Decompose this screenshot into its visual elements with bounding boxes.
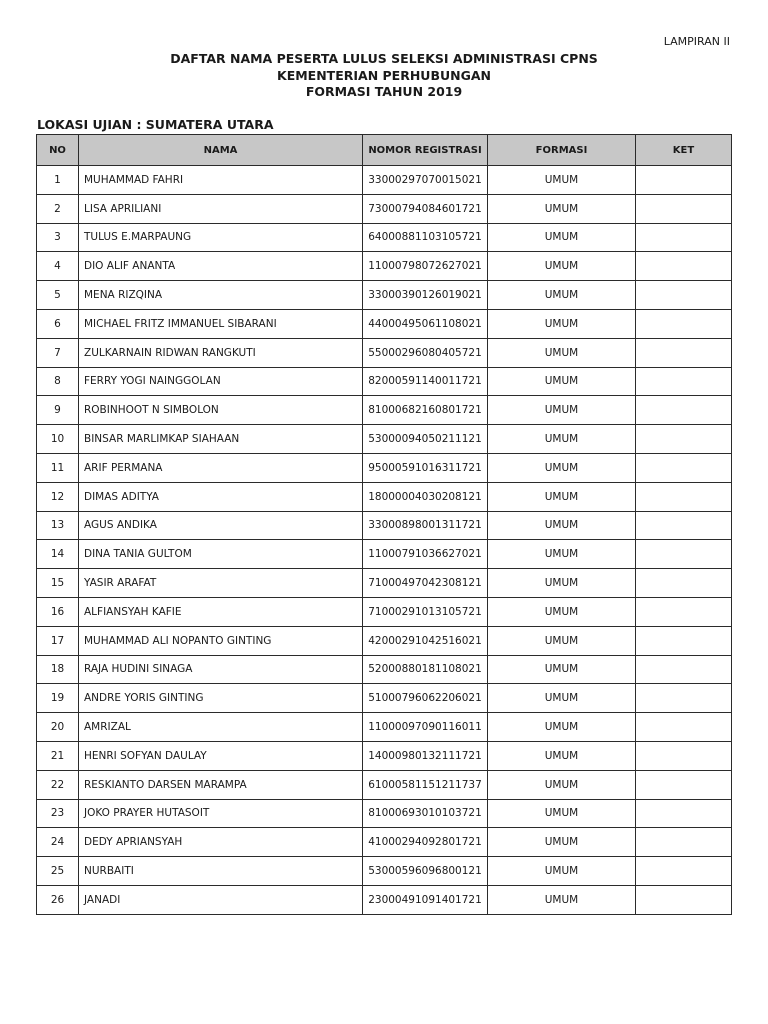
cell-no: 23 [37, 799, 79, 828]
table-row [37, 166, 732, 195]
table-row [37, 569, 732, 598]
cell-nomor-registrasi: 73000794084601721 [363, 194, 488, 223]
cell-formasi: UMUM [488, 684, 636, 713]
table-row [37, 684, 732, 713]
cell-formasi: UMUM [488, 655, 636, 684]
table-row [37, 655, 732, 684]
cell-formasi: UMUM [488, 223, 636, 252]
cell-ket [636, 741, 732, 770]
cell-nama: MUHAMMAD FAHRI [79, 166, 363, 195]
cell-nomor-registrasi: 11000791036627021 [363, 540, 488, 569]
cell-ket [636, 453, 732, 482]
table-row [37, 828, 732, 857]
cell-formasi: UMUM [488, 770, 636, 799]
cell-formasi: UMUM [488, 626, 636, 655]
cell-formasi: UMUM [488, 540, 636, 569]
cell-no: 3 [37, 223, 79, 252]
table-header-row [37, 135, 732, 166]
table-row [37, 540, 732, 569]
cell-no: 10 [37, 425, 79, 454]
cell-nama: AGUS ANDIKA [79, 511, 363, 540]
cell-nama: FERRY YOGI NAINGGOLAN [79, 367, 363, 396]
cell-ket [636, 655, 732, 684]
cell-no: 20 [37, 713, 79, 742]
cell-nama: YASIR ARAFAT [79, 569, 363, 598]
cell-nama: AMRIZAL [79, 713, 363, 742]
cell-formasi: UMUM [488, 281, 636, 310]
cell-formasi: UMUM [488, 597, 636, 626]
cell-ket [636, 338, 732, 367]
cell-no: 13 [37, 511, 79, 540]
cell-nama: ZULKARNAIN RIDWAN RANGKUTI [79, 338, 363, 367]
cell-formasi: UMUM [488, 166, 636, 195]
cell-nomor-registrasi: 18000004030208121 [363, 482, 488, 511]
document-title [0, 51, 768, 101]
cell-nomor-registrasi: 53000596096800121 [363, 857, 488, 886]
cell-ket [636, 425, 732, 454]
cell-ket [636, 799, 732, 828]
cell-nama: MENA RIZQINA [79, 281, 363, 310]
cell-nomor-registrasi: 23000491091401721 [363, 885, 488, 914]
cell-ket [636, 770, 732, 799]
cell-nomor-registrasi: 51000796062206021 [363, 684, 488, 713]
cell-nama: MICHAEL FRITZ IMMANUEL SIBARANI [79, 309, 363, 338]
cell-nomor-registrasi: 71000497042308121 [363, 569, 488, 598]
cell-ket [636, 713, 732, 742]
cell-nama: TULUS E.MARPAUNG [79, 223, 363, 252]
cell-no: 24 [37, 828, 79, 857]
table-row [37, 309, 732, 338]
table-row [37, 252, 732, 281]
cell-no: 9 [37, 396, 79, 425]
table-row [37, 223, 732, 252]
cell-formasi: UMUM [488, 511, 636, 540]
table-row [37, 367, 732, 396]
cell-nomor-registrasi: 14000980132111721 [363, 741, 488, 770]
cell-formasi: UMUM [488, 338, 636, 367]
table-row [37, 597, 732, 626]
cell-nomor-registrasi: 33000390126019021 [363, 281, 488, 310]
table-row [37, 482, 732, 511]
cell-nama: DEDY APRIANSYAH [79, 828, 363, 857]
cell-no: 22 [37, 770, 79, 799]
cell-nama: MUHAMMAD ALI NOPANTO GINTING [79, 626, 363, 655]
cell-formasi: UMUM [488, 799, 636, 828]
cell-nama: DIMAS ADITYA [79, 482, 363, 511]
cell-nama: RAJA HUDINI SINAGA [79, 655, 363, 684]
table-row [37, 281, 732, 310]
table-row [37, 626, 732, 655]
cell-no: 12 [37, 482, 79, 511]
cell-no: 15 [37, 569, 79, 598]
cell-ket [636, 569, 732, 598]
cell-nomor-registrasi: 42000291042516021 [363, 626, 488, 655]
cell-no: 7 [37, 338, 79, 367]
cell-formasi: UMUM [488, 857, 636, 886]
cell-ket [636, 511, 732, 540]
cell-formasi: UMUM [488, 252, 636, 281]
lampiran-label: LAMPIRAN II [663, 35, 730, 48]
table-row [37, 857, 732, 886]
cell-ket [636, 597, 732, 626]
cell-nomor-registrasi: 81000693010103721 [363, 799, 488, 828]
cell-no: 19 [37, 684, 79, 713]
cell-nomor-registrasi: 33000297070015021 [363, 166, 488, 195]
cell-nama: ANDRE YORIS GINTING [79, 684, 363, 713]
cell-ket [636, 857, 732, 886]
cell-ket [636, 223, 732, 252]
column-header-no: NO [37, 135, 79, 166]
cell-nama: HENRI SOFYAN DAULAY [79, 741, 363, 770]
cell-ket [636, 166, 732, 195]
column-header-ket: KET [636, 135, 732, 166]
cell-nomor-registrasi: 71000291013105721 [363, 597, 488, 626]
cell-nomor-registrasi: 41000294092801721 [363, 828, 488, 857]
cell-ket [636, 482, 732, 511]
column-header-formasi: FORMASI [488, 135, 636, 166]
cell-ket [636, 540, 732, 569]
table-row [37, 713, 732, 742]
cell-formasi: UMUM [488, 367, 636, 396]
table-row [37, 453, 732, 482]
table-body [37, 166, 732, 915]
table-row [37, 338, 732, 367]
title-line: KEMENTERIAN PERHUBUNGAN [277, 67, 491, 83]
cell-nomor-registrasi: 52000880181108021 [363, 655, 488, 684]
table-row [37, 425, 732, 454]
cell-nomor-registrasi: 61000581151211737 [363, 770, 488, 799]
cell-ket [636, 684, 732, 713]
cell-nomor-registrasi: 81000682160801721 [363, 396, 488, 425]
cell-nomor-registrasi: 82000591140011721 [363, 367, 488, 396]
cell-ket [636, 281, 732, 310]
table-row [37, 885, 732, 914]
cell-formasi: UMUM [488, 885, 636, 914]
cell-formasi: UMUM [488, 569, 636, 598]
cell-nama: ARIF PERMANA [79, 453, 363, 482]
cell-nama: RESKIANTO DARSEN MARAMPA [79, 770, 363, 799]
cell-nama: DINA TANIA GULTOM [79, 540, 363, 569]
cell-ket [636, 367, 732, 396]
cell-ket [636, 396, 732, 425]
cell-no: 21 [37, 741, 79, 770]
cell-formasi: UMUM [488, 741, 636, 770]
table-row [37, 194, 732, 223]
cell-no: 5 [37, 281, 79, 310]
cell-nomor-registrasi: 55000296080405721 [363, 338, 488, 367]
cell-nomor-registrasi: 44000495061108021 [363, 309, 488, 338]
cell-nomor-registrasi: 95000591016311721 [363, 453, 488, 482]
cell-no: 25 [37, 857, 79, 886]
cell-ket [636, 194, 732, 223]
cell-no: 8 [37, 367, 79, 396]
cell-ket [636, 828, 732, 857]
cell-nomor-registrasi: 11000798072627021 [363, 252, 488, 281]
cell-ket [636, 252, 732, 281]
cell-no: 11 [37, 453, 79, 482]
table-row [37, 799, 732, 828]
cell-formasi: UMUM [488, 194, 636, 223]
cell-nama: LISA APRILIANI [79, 194, 363, 223]
cell-ket [636, 309, 732, 338]
cell-no: 17 [37, 626, 79, 655]
cell-no: 18 [37, 655, 79, 684]
participant-table [36, 134, 732, 915]
cell-ket [636, 626, 732, 655]
cell-nama: NURBAITI [79, 857, 363, 886]
cell-nomor-registrasi: 53000094050211121 [363, 425, 488, 454]
column-header-nama: NAMA [79, 135, 363, 166]
cell-formasi: UMUM [488, 828, 636, 857]
title-line: DAFTAR NAMA PESERTA LULUS SELEKSI ADMINISTRASI CPNS [170, 51, 598, 66]
cell-no: 1 [37, 166, 79, 195]
cell-nama: JANADI [79, 885, 363, 914]
table-row [37, 396, 732, 425]
cell-formasi: UMUM [488, 425, 636, 454]
cell-nama: ALFIANSYAH KAFIE [79, 597, 363, 626]
cell-nama: JOKO PRAYER HUTASOIT [79, 799, 363, 828]
cell-formasi: UMUM [488, 396, 636, 425]
cell-formasi: UMUM [488, 453, 636, 482]
cell-nama: DIO ALIF ANANTA [79, 252, 363, 281]
cell-formasi: UMUM [488, 713, 636, 742]
cell-no: 4 [37, 252, 79, 281]
table-row [37, 511, 732, 540]
cell-formasi: UMUM [488, 309, 636, 338]
exam-location: LOKASI UJIAN : SUMATERA UTARA [37, 117, 274, 132]
cell-formasi: UMUM [488, 482, 636, 511]
title-line: FORMASI TAHUN 2019 [305, 84, 463, 99]
cell-nomor-registrasi: 33000898001311721 [363, 511, 488, 540]
cell-nama: ROBINHOOT N SIMBOLON [79, 396, 363, 425]
cell-no: 14 [37, 540, 79, 569]
column-header-nomor-registrasi: NOMOR REGISTRASI [363, 135, 488, 166]
cell-nomor-registrasi: 64000881103105721 [363, 223, 488, 252]
cell-nama: BINSAR MARLIMKAP SIAHAAN [79, 425, 363, 454]
cell-nomor-registrasi: 11000097090116011 [363, 713, 488, 742]
cell-no: 26 [37, 885, 79, 914]
table-row [37, 741, 732, 770]
table-row [37, 770, 732, 799]
cell-no: 2 [37, 194, 79, 223]
cell-no: 16 [37, 597, 79, 626]
cell-ket [636, 885, 732, 914]
cell-no: 6 [37, 309, 79, 338]
